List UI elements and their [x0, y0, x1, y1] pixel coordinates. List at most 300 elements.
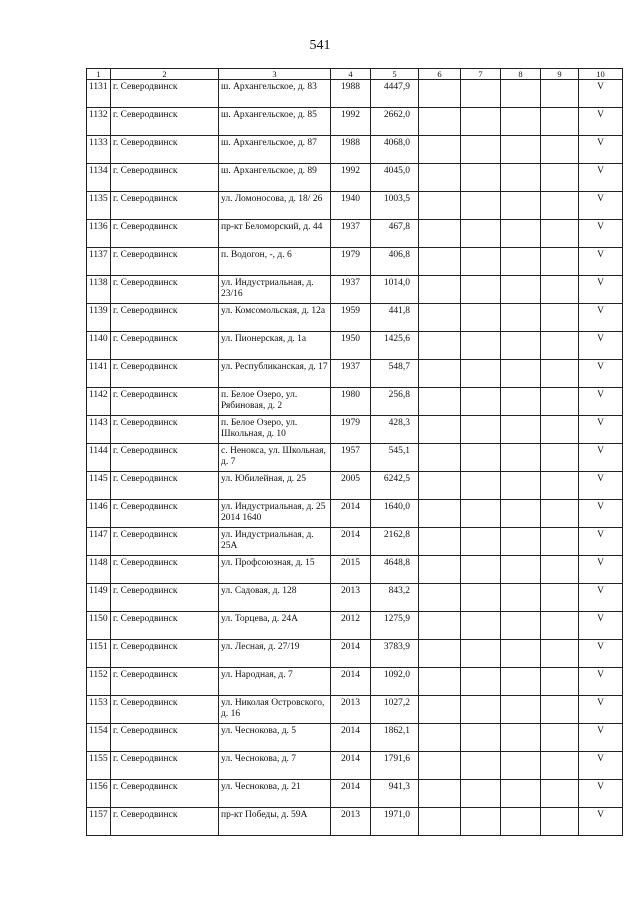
col-8-cell: [501, 108, 541, 136]
col-6-cell: [419, 780, 461, 808]
year-cell: 1979: [331, 416, 371, 444]
city-cell: г. Северодвинск: [111, 80, 219, 108]
mark-cell: V: [579, 248, 623, 276]
col-9-cell: [541, 780, 579, 808]
city-cell: г. Северодвинск: [111, 332, 219, 360]
area-cell: 3783,9: [371, 640, 419, 668]
row-number: 1143: [87, 416, 111, 444]
year-cell: 1937: [331, 220, 371, 248]
address-cell: ул. Индустриальная, д. 25 2014 1640: [219, 500, 331, 528]
header-col-2: 2: [111, 69, 219, 80]
col-8-cell: [501, 612, 541, 640]
col-7-cell: [461, 304, 501, 332]
city-cell: г. Северодвинск: [111, 528, 219, 556]
mark-cell: V: [579, 472, 623, 500]
year-cell: 2014: [331, 528, 371, 556]
mark-cell: V: [579, 500, 623, 528]
col-7-cell: [461, 192, 501, 220]
col-8-cell: [501, 444, 541, 472]
year-cell: 2015: [331, 556, 371, 584]
city-cell: г. Северодвинск: [111, 304, 219, 332]
address-cell: ул. Пионерская, д. 1а: [219, 332, 331, 360]
col-7-cell: [461, 612, 501, 640]
area-cell: 1791,6: [371, 752, 419, 780]
city-cell: г. Северодвинск: [111, 416, 219, 444]
city-cell: г. Северодвинск: [111, 136, 219, 164]
address-cell: ш. Архангельское, д. 89: [219, 164, 331, 192]
area-cell: 1092,0: [371, 668, 419, 696]
mark-cell: V: [579, 360, 623, 388]
col-7-cell: [461, 444, 501, 472]
col-7-cell: [461, 416, 501, 444]
city-cell: г. Северодвинск: [111, 584, 219, 612]
col-8-cell: [501, 584, 541, 612]
table-row: [87, 164, 623, 192]
mark-cell: V: [579, 80, 623, 108]
col-8-cell: [501, 640, 541, 668]
table-body: [87, 80, 623, 836]
row-number: 1140: [87, 332, 111, 360]
col-9-cell: [541, 752, 579, 780]
city-cell: г. Северодвинск: [111, 724, 219, 752]
col-9-cell: [541, 192, 579, 220]
address-cell: ул. Чеснокова, д. 7: [219, 752, 331, 780]
col-9-cell: [541, 164, 579, 192]
table-row: [87, 108, 623, 136]
table-row: [87, 584, 623, 612]
address-cell: ш. Архангельское, д. 87: [219, 136, 331, 164]
city-cell: г. Северодвинск: [111, 388, 219, 416]
col-9-cell: [541, 332, 579, 360]
col-6-cell: [419, 192, 461, 220]
year-cell: 1988: [331, 136, 371, 164]
col-6-cell: [419, 276, 461, 304]
row-number: 1136: [87, 220, 111, 248]
mark-cell: V: [579, 752, 623, 780]
table-row: [87, 388, 623, 416]
col-9-cell: [541, 668, 579, 696]
col-9-cell: [541, 136, 579, 164]
col-6-cell: [419, 332, 461, 360]
year-cell: 2012: [331, 612, 371, 640]
area-cell: 2162,8: [371, 528, 419, 556]
row-number: 1157: [87, 808, 111, 836]
table-row: [87, 220, 623, 248]
col-6-cell: [419, 528, 461, 556]
table-row: [87, 724, 623, 752]
row-number: 1132: [87, 108, 111, 136]
city-cell: г. Северодвинск: [111, 780, 219, 808]
header-col-9: 9: [541, 69, 579, 80]
address-cell: пр-кт Победы, д. 59А: [219, 808, 331, 836]
col-6-cell: [419, 556, 461, 584]
mark-cell: V: [579, 808, 623, 836]
city-cell: г. Северодвинск: [111, 360, 219, 388]
mark-cell: V: [579, 640, 623, 668]
area-cell: 1014,0: [371, 276, 419, 304]
area-cell: 545,1: [371, 444, 419, 472]
col-7-cell: [461, 556, 501, 584]
col-9-cell: [541, 360, 579, 388]
col-7-cell: [461, 472, 501, 500]
col-9-cell: [541, 724, 579, 752]
area-cell: 1862,1: [371, 724, 419, 752]
address-cell: пр-кт Беломорский, д. 44: [219, 220, 331, 248]
col-7-cell: [461, 528, 501, 556]
col-7-cell: [461, 332, 501, 360]
col-8-cell: [501, 248, 541, 276]
table-row: [87, 80, 623, 108]
area-cell: 843,2: [371, 584, 419, 612]
col-6-cell: [419, 360, 461, 388]
year-cell: 1940: [331, 192, 371, 220]
col-6-cell: [419, 388, 461, 416]
col-6-cell: [419, 444, 461, 472]
city-cell: г. Северодвинск: [111, 640, 219, 668]
col-6-cell: [419, 472, 461, 500]
area-cell: 4045,0: [371, 164, 419, 192]
mark-cell: V: [579, 612, 623, 640]
header-col-8: 8: [501, 69, 541, 80]
table-row: [87, 304, 623, 332]
col-7-cell: [461, 696, 501, 724]
col-6-cell: [419, 500, 461, 528]
header-col-10: 10: [579, 69, 623, 80]
col-9-cell: [541, 416, 579, 444]
col-9-cell: [541, 276, 579, 304]
city-cell: г. Северодвинск: [111, 276, 219, 304]
year-cell: 2014: [331, 724, 371, 752]
area-cell: 1640,0: [371, 500, 419, 528]
year-cell: 1992: [331, 108, 371, 136]
row-number: 1152: [87, 668, 111, 696]
area-cell: 428,3: [371, 416, 419, 444]
address-cell: ул. Лесная, д. 27/19: [219, 640, 331, 668]
city-cell: г. Северодвинск: [111, 192, 219, 220]
row-number: 1148: [87, 556, 111, 584]
col-6-cell: [419, 640, 461, 668]
address-cell: ш. Архангельское, д. 83: [219, 80, 331, 108]
col-8-cell: [501, 164, 541, 192]
col-9-cell: [541, 80, 579, 108]
col-8-cell: [501, 192, 541, 220]
row-number: 1147: [87, 528, 111, 556]
header-col-3: 3: [219, 69, 331, 80]
address-cell: ул. Чеснокова, д. 5: [219, 724, 331, 752]
mark-cell: V: [579, 528, 623, 556]
address-cell: ш. Архангельское, д. 85: [219, 108, 331, 136]
col-6-cell: [419, 696, 461, 724]
mark-cell: V: [579, 388, 623, 416]
city-cell: г. Северодвинск: [111, 164, 219, 192]
col-6-cell: [419, 416, 461, 444]
col-6-cell: [419, 752, 461, 780]
col-9-cell: [541, 696, 579, 724]
mark-cell: V: [579, 136, 623, 164]
col-7-cell: [461, 276, 501, 304]
city-cell: г. Северодвинск: [111, 808, 219, 836]
row-number: 1153: [87, 696, 111, 724]
city-cell: г. Северодвинск: [111, 500, 219, 528]
col-9-cell: [541, 304, 579, 332]
row-number: 1150: [87, 612, 111, 640]
col-7-cell: [461, 360, 501, 388]
area-cell: 2662,0: [371, 108, 419, 136]
mark-cell: V: [579, 696, 623, 724]
col-6-cell: [419, 668, 461, 696]
city-cell: г. Северодвинск: [111, 556, 219, 584]
row-number: 1149: [87, 584, 111, 612]
col-9-cell: [541, 808, 579, 836]
col-8-cell: [501, 696, 541, 724]
year-cell: 2014: [331, 500, 371, 528]
col-7-cell: [461, 780, 501, 808]
row-number: 1138: [87, 276, 111, 304]
col-6-cell: [419, 304, 461, 332]
col-7-cell: [461, 724, 501, 752]
col-6-cell: [419, 220, 461, 248]
row-number: 1137: [87, 248, 111, 276]
year-cell: 1959: [331, 304, 371, 332]
table-row: [87, 472, 623, 500]
area-cell: 1971,0: [371, 808, 419, 836]
year-cell: 2005: [331, 472, 371, 500]
col-6-cell: [419, 612, 461, 640]
year-cell: 1980: [331, 388, 371, 416]
city-cell: г. Северодвинск: [111, 248, 219, 276]
table-row: [87, 780, 623, 808]
city-cell: г. Северодвинск: [111, 752, 219, 780]
col-7-cell: [461, 108, 501, 136]
col-9-cell: [541, 444, 579, 472]
address-cell: ул. Индустриальная, д. 25А: [219, 528, 331, 556]
mark-cell: V: [579, 416, 623, 444]
table-row: [87, 528, 623, 556]
mark-cell: V: [579, 668, 623, 696]
row-number: 1146: [87, 500, 111, 528]
col-9-cell: [541, 528, 579, 556]
table-row: [87, 276, 623, 304]
table-row: [87, 360, 623, 388]
col-8-cell: [501, 500, 541, 528]
row-number: 1144: [87, 444, 111, 472]
city-cell: г. Северодвинск: [111, 108, 219, 136]
col-8-cell: [501, 472, 541, 500]
mark-cell: V: [579, 220, 623, 248]
col-8-cell: [501, 388, 541, 416]
col-7-cell: [461, 808, 501, 836]
table-row: [87, 668, 623, 696]
table-row: [87, 332, 623, 360]
area-cell: 4648,8: [371, 556, 419, 584]
year-cell: 1937: [331, 360, 371, 388]
area-cell: 441,8: [371, 304, 419, 332]
area-cell: 4068,0: [371, 136, 419, 164]
col-7-cell: [461, 136, 501, 164]
col-9-cell: [541, 612, 579, 640]
address-cell: п. Белое Озеро, ул. Рябиновая, д. 2: [219, 388, 331, 416]
col-7-cell: [461, 248, 501, 276]
mark-cell: V: [579, 164, 623, 192]
table-row: [87, 248, 623, 276]
mark-cell: V: [579, 108, 623, 136]
table-row: [87, 416, 623, 444]
col-6-cell: [419, 248, 461, 276]
table-row: [87, 612, 623, 640]
address-cell: ул. Юбилейная, д. 25: [219, 472, 331, 500]
header-col-5: 5: [371, 69, 419, 80]
col-9-cell: [541, 584, 579, 612]
city-cell: г. Северодвинск: [111, 472, 219, 500]
row-number: 1145: [87, 472, 111, 500]
col-8-cell: [501, 304, 541, 332]
city-cell: г. Северодвинск: [111, 668, 219, 696]
year-cell: 2013: [331, 584, 371, 612]
col-8-cell: [501, 528, 541, 556]
row-number: 1139: [87, 304, 111, 332]
row-number: 1134: [87, 164, 111, 192]
address-cell: ул. Торцева, д. 24А: [219, 612, 331, 640]
col-8-cell: [501, 80, 541, 108]
col-6-cell: [419, 164, 461, 192]
area-cell: 4447,9: [371, 80, 419, 108]
city-cell: г. Северодвинск: [111, 444, 219, 472]
col-8-cell: [501, 668, 541, 696]
col-8-cell: [501, 808, 541, 836]
col-6-cell: [419, 108, 461, 136]
col-8-cell: [501, 752, 541, 780]
year-cell: 2014: [331, 640, 371, 668]
col-8-cell: [501, 276, 541, 304]
col-6-cell: [419, 724, 461, 752]
col-7-cell: [461, 164, 501, 192]
table-row: [87, 136, 623, 164]
row-number: 1154: [87, 724, 111, 752]
area-cell: 1275,9: [371, 612, 419, 640]
address-cell: ул. Профсоюзная, д. 15: [219, 556, 331, 584]
area-cell: 256,8: [371, 388, 419, 416]
table-row: [87, 808, 623, 836]
col-9-cell: [541, 640, 579, 668]
table-row: [87, 444, 623, 472]
col-8-cell: [501, 780, 541, 808]
col-8-cell: [501, 724, 541, 752]
col-7-cell: [461, 500, 501, 528]
year-cell: 1979: [331, 248, 371, 276]
col-9-cell: [541, 500, 579, 528]
col-6-cell: [419, 808, 461, 836]
table-row: [87, 500, 623, 528]
table-row: [87, 696, 623, 724]
mark-cell: V: [579, 556, 623, 584]
col-9-cell: [541, 248, 579, 276]
year-cell: 2013: [331, 696, 371, 724]
housing-registry-table: [86, 68, 623, 836]
col-7-cell: [461, 80, 501, 108]
row-number: 1141: [87, 360, 111, 388]
row-number: 1156: [87, 780, 111, 808]
row-number: 1142: [87, 388, 111, 416]
area-cell: 1003,5: [371, 192, 419, 220]
col-9-cell: [541, 108, 579, 136]
col-8-cell: [501, 220, 541, 248]
address-cell: п. Водогон, -, д. 6: [219, 248, 331, 276]
table-row: [87, 752, 623, 780]
year-cell: 1992: [331, 164, 371, 192]
city-cell: г. Северодвинск: [111, 696, 219, 724]
address-cell: ул. Садовая, д. 128: [219, 584, 331, 612]
row-number: 1155: [87, 752, 111, 780]
col-8-cell: [501, 556, 541, 584]
area-cell: 1027,2: [371, 696, 419, 724]
col-9-cell: [541, 220, 579, 248]
area-cell: 6242,5: [371, 472, 419, 500]
year-cell: 2014: [331, 668, 371, 696]
header-col-7: 7: [461, 69, 501, 80]
col-8-cell: [501, 360, 541, 388]
mark-cell: V: [579, 304, 623, 332]
area-cell: 467,8: [371, 220, 419, 248]
area-cell: 941,3: [371, 780, 419, 808]
mark-cell: V: [579, 780, 623, 808]
col-7-cell: [461, 752, 501, 780]
address-cell: ул. Ломоносова, д. 18/ 26: [219, 192, 331, 220]
area-cell: 548,7: [371, 360, 419, 388]
mark-cell: V: [579, 444, 623, 472]
col-6-cell: [419, 136, 461, 164]
col-7-cell: [461, 640, 501, 668]
col-7-cell: [461, 668, 501, 696]
table-row: [87, 556, 623, 584]
row-number: 1151: [87, 640, 111, 668]
col-7-cell: [461, 388, 501, 416]
mark-cell: V: [579, 724, 623, 752]
row-number: 1133: [87, 136, 111, 164]
year-cell: 2013: [331, 808, 371, 836]
address-cell: ул. Индустриальная, д. 23/16: [219, 276, 331, 304]
mark-cell: V: [579, 584, 623, 612]
col-7-cell: [461, 584, 501, 612]
col-9-cell: [541, 556, 579, 584]
address-cell: с. Ненокса, ул. Школьная, д. 7: [219, 444, 331, 472]
address-cell: ул. Народная, д. 7: [219, 668, 331, 696]
mark-cell: V: [579, 276, 623, 304]
address-cell: ул. Республиканская, д. 17: [219, 360, 331, 388]
header-col-6: 6: [419, 69, 461, 80]
year-cell: 2014: [331, 752, 371, 780]
address-cell: ул. Николая Островского, д. 16: [219, 696, 331, 724]
address-cell: ул. Комсомольская, д. 12а: [219, 304, 331, 332]
area-cell: 1425,6: [371, 332, 419, 360]
table-row: [87, 192, 623, 220]
city-cell: г. Северодвинск: [111, 612, 219, 640]
header-col-1: 1: [87, 69, 111, 80]
area-cell: 406,8: [371, 248, 419, 276]
col-8-cell: [501, 416, 541, 444]
col-8-cell: [501, 332, 541, 360]
col-9-cell: [541, 388, 579, 416]
col-7-cell: [461, 220, 501, 248]
mark-cell: V: [579, 332, 623, 360]
city-cell: г. Северодвинск: [111, 220, 219, 248]
header-row: [87, 69, 623, 80]
address-cell: п. Белое Озеро, ул. Школьная, д. 10: [219, 416, 331, 444]
year-cell: 1988: [331, 80, 371, 108]
year-cell: 2014: [331, 780, 371, 808]
row-number: 1131: [87, 80, 111, 108]
year-cell: 1937: [331, 276, 371, 304]
mark-cell: V: [579, 192, 623, 220]
